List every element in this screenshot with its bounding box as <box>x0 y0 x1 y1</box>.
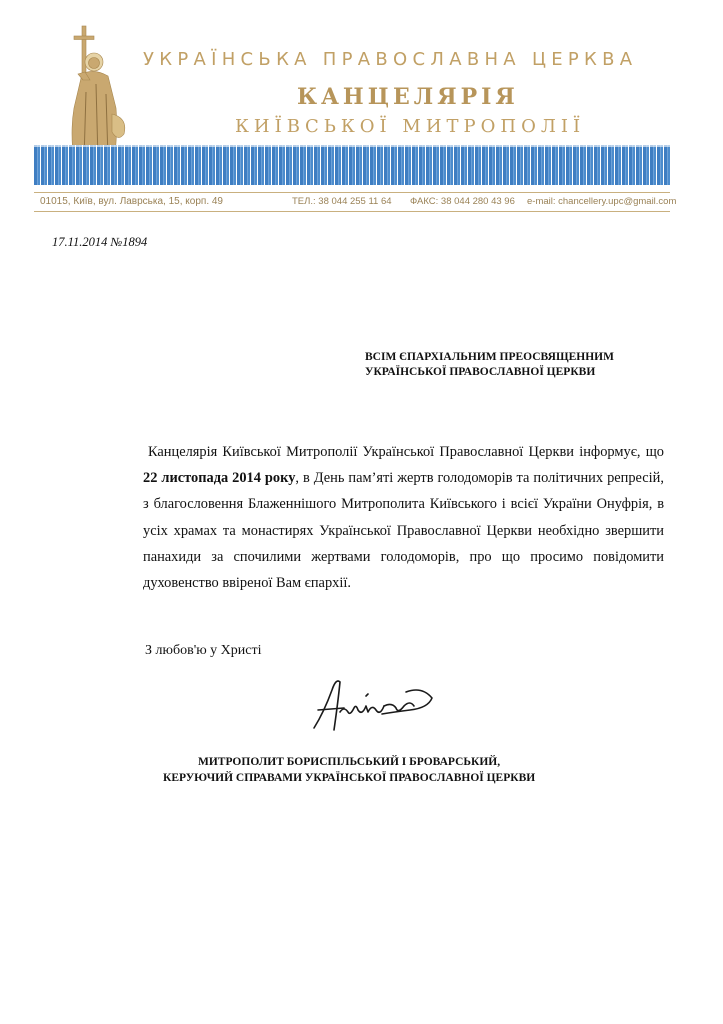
contact-divider-bottom <box>34 211 670 212</box>
stripe-highlight <box>34 145 670 147</box>
body-rest-text: , в День пам’яті жертв голодоморів та політичних репресій, з благословення Блаженнішого Митрополита Київського і всієї України Онуфрія, в усіх храмах та монастирях Української Православної Церкви необхідно звершити панахиди за спочилими жертвами голодоморів, про що просимо повідомити духовенство ввіреної Вам єпархії. <box>143 470 664 592</box>
contact-address: 01015, Київ, вул. Лаврська, 15, корп. 49 <box>40 196 223 207</box>
signatory-block <box>163 754 535 786</box>
recipient-line-1: ВСІМ ЄПАРХІАЛЬНИМ ПРЕОСВЯЩЕННИМ <box>365 351 614 363</box>
letterhead-metropolis-name: КИЇВСЬКОЇ МИТРОПОЛІЇ <box>235 116 586 137</box>
letterhead-blue-stripe <box>34 145 670 185</box>
signatory-title-line-2: КЕРУЮЧИЙ СПРАВАМИ УКРАЇНСЬКОЇ ПРАВОСЛАВНОЇ ЦЕРКВИ <box>163 772 536 784</box>
body-paragraph <box>143 439 664 596</box>
letterhead-church-name: УКРАЇНСЬКА ПРАВОСЛАВНА ЦЕРКВА <box>143 49 638 70</box>
contact-divider-top <box>34 192 670 193</box>
contact-fax: ФАКС: 38 044 280 43 96 <box>410 196 515 207</box>
signatory-title-line-1: МИТРОПОЛИТ БОРИСПІЛЬСЬКИЙ І БРОВАРСЬКИЙ, <box>198 756 501 768</box>
contact-email[interactable]: e-mail: chancellery.upc@gmail.com <box>527 196 677 207</box>
recipient-line-2: УКРАЇНСЬКОЇ ПРАВОСЛАВНОЇ ЦЕРКВИ <box>365 366 596 378</box>
body-intro-text: Канцелярія Київської Митрополії Української Православної Церкви інформує, що <box>148 444 664 460</box>
recipient-block <box>365 350 614 380</box>
handwritten-signature-icon <box>310 672 438 734</box>
body-event-date: 22 листопада 2014 року <box>143 470 296 487</box>
letterhead-chancellery-title: КАНЦЕЛЯРІЯ <box>297 84 519 110</box>
letter-date-number: 17.11.2014 №1894 <box>52 235 148 249</box>
closing-phrase: З любов'ю у Христі <box>145 643 262 658</box>
contact-phone: ТЕЛ.: 38 044 255 11 64 <box>292 196 392 207</box>
